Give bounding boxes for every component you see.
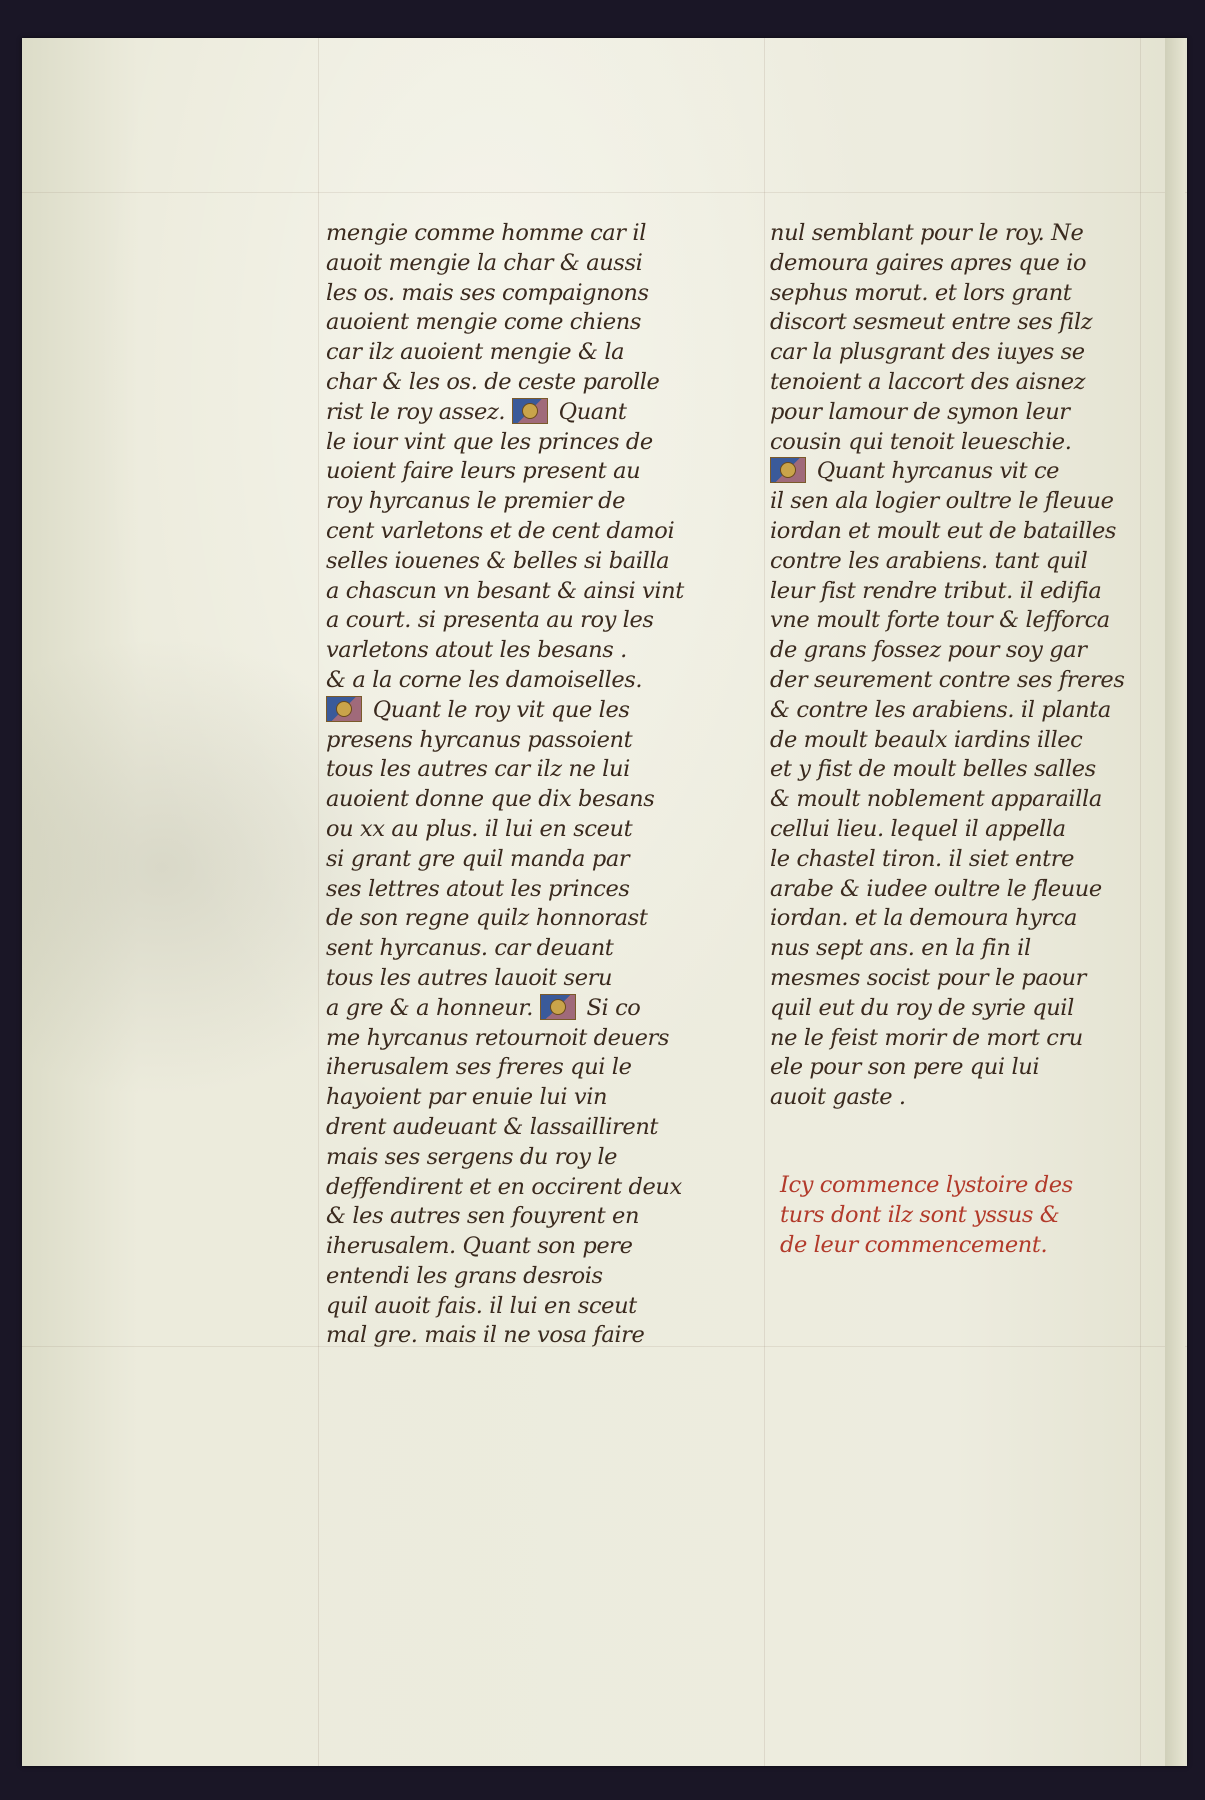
right-column-line <box>770 219 1140 249</box>
right-column-line <box>770 398 1140 428</box>
text-segment: de moult beaulx iardins illec <box>770 726 1083 753</box>
text-segment: deffendirent et en occirent deux <box>326 1173 682 1200</box>
left-column-line <box>326 279 696 309</box>
text-segment: sent hyrcanus. car deuant <box>326 935 614 962</box>
left-text-column <box>326 219 696 1351</box>
right-column-line <box>770 696 1140 726</box>
text-segment: rist le roy assez. <box>326 398 512 425</box>
ruling-line <box>318 38 319 1766</box>
text-segment: auoient mengie come chiens <box>326 309 642 336</box>
illuminated-initial-icon <box>512 398 548 424</box>
rubric-line <box>780 1200 1073 1230</box>
left-column-line <box>326 1173 696 1203</box>
left-column-line <box>326 457 696 487</box>
left-column-line <box>326 487 696 517</box>
right-column-line <box>770 636 1140 666</box>
right-column-line <box>770 457 1140 487</box>
text-segment: le iour vint que les princes de <box>326 428 653 455</box>
text-segment: roy hyrcanus le premier de <box>326 488 626 515</box>
right-column-line <box>770 875 1140 905</box>
illuminated-initial-icon <box>540 994 576 1020</box>
text-segment: cellui lieu. lequel il appella <box>770 815 1066 842</box>
right-column-line <box>770 368 1140 398</box>
text-segment: si grant gre quil manda par <box>326 845 630 872</box>
text-segment: de son regne quilz honnorast <box>326 905 648 932</box>
text-segment: a gre & a honneur. <box>326 994 540 1021</box>
text-segment: tous les autres car ilz ne lui <box>326 756 630 783</box>
text-segment: et y fist de moult belles salles <box>770 756 1096 783</box>
left-column-line <box>326 249 696 279</box>
illuminated-initial-icon <box>770 457 806 483</box>
left-column-line <box>326 666 696 696</box>
text-segment: sephus morut. et lors grant <box>770 279 1072 306</box>
left-column-line <box>326 755 696 785</box>
left-column-line <box>326 726 696 756</box>
left-column-line <box>326 338 696 368</box>
right-column-line <box>770 547 1140 577</box>
left-column-line <box>326 904 696 934</box>
text-segment: ele pour son pere qui lui <box>770 1054 1040 1081</box>
text-segment: iherusalem. Quant son pere <box>326 1233 633 1260</box>
left-column-line <box>326 815 696 845</box>
ruling-line <box>1140 38 1141 1766</box>
text-segment: quil auoit fais. il lui en sceut <box>326 1292 637 1319</box>
ruling-line <box>764 38 765 1766</box>
left-column-line <box>326 547 696 577</box>
text-segment: tenoient a laccort des aisnez <box>770 368 1086 395</box>
text-segment: mengie comme homme car il <box>326 220 646 246</box>
left-column-line <box>326 1232 696 1262</box>
left-column-line <box>326 428 696 458</box>
left-column-line <box>326 785 696 815</box>
ruling-line <box>22 192 1187 193</box>
text-segment: ne le feist morir de mort cru <box>770 1024 1083 1051</box>
text-segment: car ilz auoient mengie & la <box>326 339 625 366</box>
left-column-line <box>326 1113 696 1143</box>
right-column-line <box>770 845 1140 875</box>
right-column-line <box>770 487 1140 517</box>
text-segment: Quant hyrcanus vit ce <box>810 458 1060 485</box>
left-column-line <box>326 1321 696 1351</box>
text-segment: & a la corne les damoiselles. <box>326 666 643 693</box>
left-column-line <box>326 1292 696 1322</box>
left-column-line <box>326 1143 696 1173</box>
right-column-line <box>770 577 1140 607</box>
text-segment: mal gre. mais il ne vosa faire <box>326 1322 645 1349</box>
text-segment: a chascun vn besant & ainsi vint <box>326 577 684 604</box>
text-segment: demoura gaires apres que io <box>770 249 1087 276</box>
right-column-line <box>770 249 1140 279</box>
text-segment: contre les arabiens. tant quil <box>770 547 1088 574</box>
text-segment: de grans fossez pour soy gar <box>770 637 1087 664</box>
rubric-line <box>780 1170 1073 1200</box>
text-segment: iherusalem ses freres qui le <box>326 1054 632 1081</box>
text-segment: & les autres sen fouyrent en <box>326 1203 640 1230</box>
text-segment: me hyrcanus retournoit deuers <box>326 1024 670 1051</box>
text-segment: pour lamour de symon leur <box>770 398 1070 425</box>
left-column-line <box>326 606 696 636</box>
text-segment: ou xx au plus. il lui en sceut <box>326 815 633 842</box>
left-column-line <box>326 964 696 994</box>
text-segment: drent audeuant & lassaillirent <box>326 1113 659 1140</box>
right-column-line <box>770 785 1140 815</box>
right-column-line <box>770 964 1140 994</box>
text-segment: & moult noblement apparailla <box>770 786 1102 813</box>
right-column-line <box>770 1024 1140 1054</box>
text-segment: nul semblant pour le roy. Ne <box>770 220 1084 246</box>
left-column-line <box>326 219 696 249</box>
left-column-line <box>326 517 696 547</box>
text-segment: uoient faire leurs present au <box>326 458 641 485</box>
text-segment: nus sept ans. en la fin il <box>770 935 1031 962</box>
left-column-line <box>326 1053 696 1083</box>
text-segment: auoit mengie la char & aussi <box>326 249 643 276</box>
text-segment: le chastel tiron. il siet entre <box>770 845 1075 872</box>
left-column-line <box>326 308 696 338</box>
left-column-line <box>326 1262 696 1292</box>
right-column-line <box>770 1053 1140 1083</box>
right-column-line <box>770 994 1140 1024</box>
left-column-line <box>326 1024 696 1054</box>
text-segment: hayoient par enuie lui vin <box>326 1084 608 1111</box>
right-column-line <box>770 1083 1140 1113</box>
text-segment: discort sesmeut entre ses filz <box>770 309 1093 336</box>
right-column-line <box>770 279 1140 309</box>
text-segment: de leur commencement. <box>780 1232 1048 1258</box>
rubric-line <box>780 1230 1073 1260</box>
text-segment: mais ses sergens du roy le <box>326 1143 618 1170</box>
text-segment: leur fist rendre tribut. il edifia <box>770 577 1102 604</box>
text-segment: iordan. et la demoura hyrca <box>770 905 1077 932</box>
text-segment: cent varletons et de cent damoi <box>326 517 675 544</box>
text-segment: quil eut du roy de syrie quil <box>770 994 1074 1021</box>
right-column-line <box>770 726 1140 756</box>
left-column-line <box>326 875 696 905</box>
text-segment: char & les os. de ceste parolle <box>326 368 660 395</box>
left-column-line <box>326 1202 696 1232</box>
text-segment: & contre les arabiens. il planta <box>770 696 1111 723</box>
text-segment: les os. mais ses compaignons <box>326 279 649 306</box>
left-column-line <box>326 696 696 726</box>
illuminated-initial-icon <box>326 696 362 722</box>
right-column-line <box>770 904 1140 934</box>
right-column-line <box>770 517 1140 547</box>
text-segment: varletons atout les besans . <box>326 637 627 664</box>
right-column-line <box>770 755 1140 785</box>
right-text-column <box>770 219 1140 1113</box>
text-segment: cousin qui tenoit leueschie. <box>770 428 1072 455</box>
right-column-line <box>770 666 1140 696</box>
text-segment: presens hyrcanus passoient <box>326 726 633 753</box>
text-segment: auoient donne que dix besans <box>326 786 655 813</box>
text-segment: a court. si presenta au roy les <box>326 607 654 634</box>
text-segment: iordan et moult eut de batailles <box>770 517 1117 544</box>
text-segment: vne moult forte tour & lefforca <box>770 607 1110 634</box>
right-column-line <box>770 308 1140 338</box>
text-segment: il sen ala logier oultre le fleuue <box>770 488 1114 515</box>
text-segment: der seurement contre ses freres <box>770 666 1125 693</box>
left-column-line <box>326 636 696 666</box>
left-column-line <box>326 934 696 964</box>
left-column-line <box>326 1083 696 1113</box>
right-column-line <box>770 338 1140 368</box>
left-column-line <box>326 398 696 428</box>
right-column-line <box>770 934 1140 964</box>
text-segment: selles iouenes & belles si bailla <box>326 547 670 574</box>
left-column-line <box>326 845 696 875</box>
text-segment: turs dont ilz sont yssus & <box>780 1202 1060 1228</box>
right-column-line <box>770 606 1140 636</box>
text-segment: car la plusgrant des iuyes se <box>770 339 1085 366</box>
left-column-line <box>326 577 696 607</box>
text-segment: Quant <box>551 398 627 425</box>
right-column-line <box>770 428 1140 458</box>
text-segment: ses lettres atout les princes <box>326 875 630 902</box>
rubric-heading <box>780 1170 1073 1260</box>
text-segment: mesmes socist pour le paour <box>770 964 1086 991</box>
text-segment: entendi les grans desrois <box>326 1262 603 1289</box>
left-column-line <box>326 994 696 1024</box>
text-segment: auoit gaste . <box>770 1084 906 1111</box>
left-column-line <box>326 368 696 398</box>
text-segment: Si co <box>579 994 641 1021</box>
text-segment: Icy commence lystoire des <box>780 1172 1073 1198</box>
right-column-line <box>770 815 1140 845</box>
text-segment: Quant le roy vit que les <box>366 696 630 723</box>
text-segment: arabe & iudee oultre le fleuue <box>770 875 1102 902</box>
text-segment: tous les autres lauoit seru <box>326 964 613 991</box>
next-leaf-edge <box>1165 38 1185 1766</box>
